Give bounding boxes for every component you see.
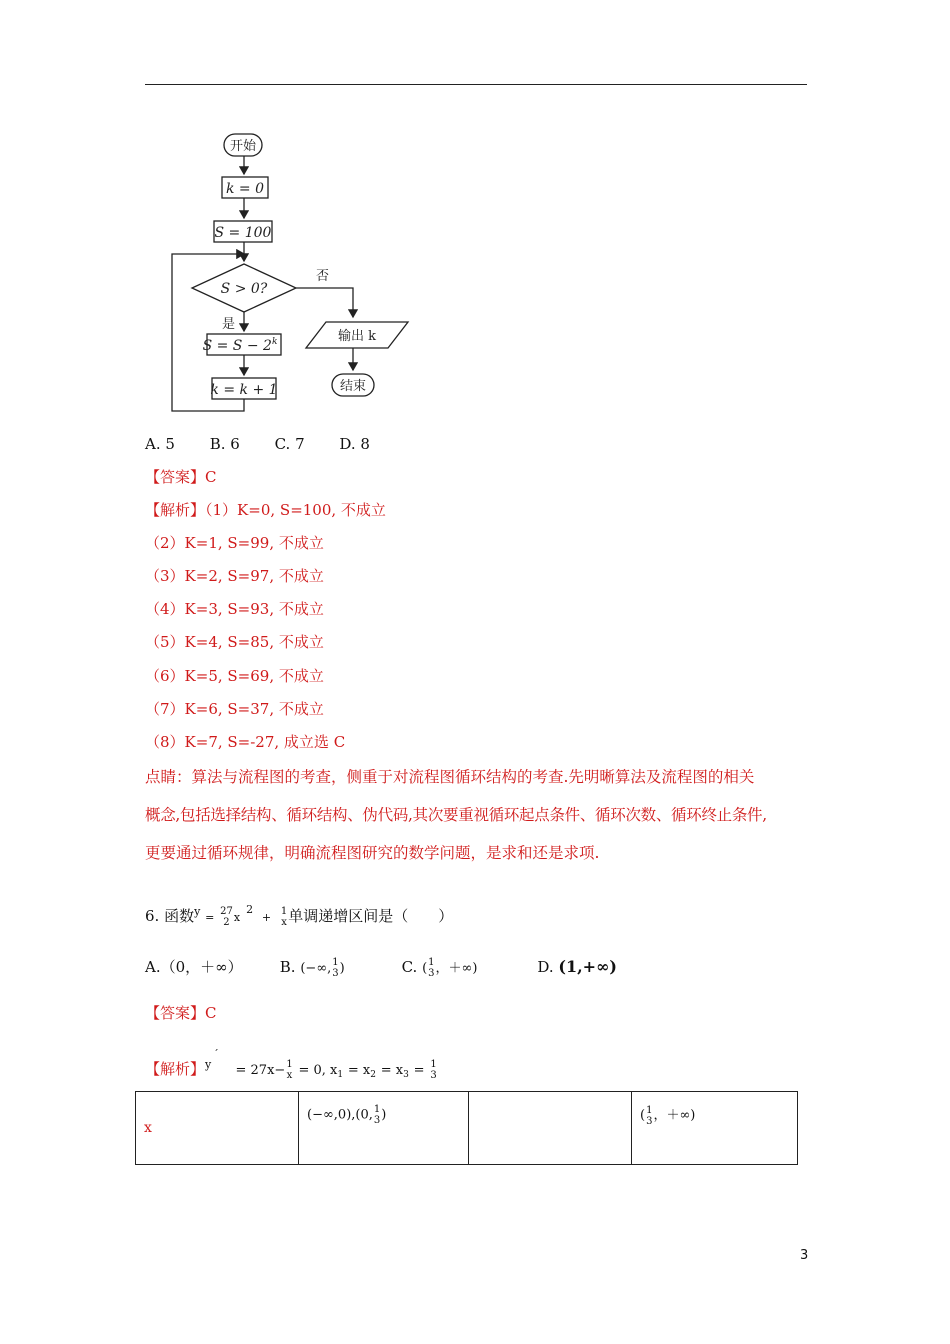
q5-note-line-1: 点睛：算法与流程图的考查，侧重于对流程图循环结构的考查.先明晰算法及流程图的相关 — [145, 768, 755, 786]
table-x-label: x — [144, 1120, 152, 1136]
q6-choice-c-end: ，＋∞) — [435, 961, 478, 976]
flowchart — [160, 128, 430, 418]
q6-choice-b-frac-num: 1 — [332, 957, 339, 968]
table-interval-1-pre: (−∞,0),(0, — [307, 1107, 373, 1123]
q6-deriv-y: y — [205, 1058, 212, 1071]
table-cell-x — [136, 1092, 299, 1165]
table-cell-interval-2 — [632, 1092, 798, 1165]
q6-choice-b-label: B. — [279, 958, 296, 976]
q5-note — [145, 758, 815, 872]
q6-choice-b-frac-den: 3 — [332, 968, 339, 979]
q6-choice-d — [537, 958, 617, 976]
q6-choice-c — [402, 950, 533, 986]
table-interval-1-frac — [374, 1104, 380, 1126]
q6-sq: 2 — [246, 903, 254, 916]
flow-condition-text: S > 0? — [220, 281, 268, 297]
q6-choice-a: A.（0，＋∞） — [145, 958, 243, 976]
flow-yes-label: 是 — [222, 317, 236, 332]
q6-choice-c-open: ( — [422, 961, 428, 976]
q5-answer-value: C — [205, 468, 217, 486]
q5-choices — [145, 434, 400, 454]
table-interval-2-frac-num: 1 — [646, 1104, 653, 1116]
q5-choice-c: C. 7 — [274, 435, 305, 453]
q6-choice-c-frac-num: 1 — [428, 957, 435, 968]
table-row — [136, 1092, 798, 1165]
q6-answer-value: C — [205, 1004, 217, 1022]
q5-choice-d: D. 8 — [339, 435, 370, 453]
q6-deriv-tail: = 0, x — [298, 1063, 338, 1078]
q5-analysis-line-1 — [145, 500, 386, 520]
q6-sub3: 3 — [403, 1070, 409, 1080]
q6-choice-b-body: (−∞, — [300, 961, 332, 976]
q6-analysis-tag: 【解析】 — [145, 1060, 206, 1078]
q6-eq3: = x — [380, 1063, 404, 1078]
q6-deriv-eq: = 27x− — [235, 1063, 286, 1078]
q6-result-frac-num: 1 — [430, 1059, 437, 1070]
table-interval-1-frac-num: 1 — [373, 1104, 381, 1115]
q6-deriv-frac-den: x — [286, 1070, 293, 1081]
q5-step-5: （5）K=4, S=85, 不成立 — [145, 633, 324, 651]
monotonicity-table — [135, 1091, 798, 1165]
flow-init-k-text: k = 0 — [225, 181, 265, 197]
q6-coef-frac — [220, 906, 233, 928]
q6-recip-num: 1 — [280, 906, 288, 917]
q5-note-line-2: 概念,包括选择结构、循环结构、伪代码,其次要重视循环起点条件、循环次数、循环终止条件, — [145, 806, 767, 824]
table-interval-2-frac — [646, 1105, 652, 1127]
table-cell-interval-1 — [299, 1092, 469, 1165]
q6-eq4: = — [413, 1063, 425, 1078]
q6-number: 6. — [145, 907, 160, 925]
q6-coef-den: 2 — [223, 917, 230, 928]
q5-note-line-3: 更要通过循环规律，明确流程图研究的数学问题，是求和还是求项. — [145, 844, 600, 862]
q6-choice-d-body: (1,+∞) — [558, 957, 617, 976]
q6-choice-b-end: ) — [339, 961, 345, 976]
q5-step-7: （7）K=6, S=37, 不成立 — [145, 700, 324, 718]
flow-start-text: 开始 — [229, 139, 257, 154]
q6-suffix: 单调递增区间是（ ） — [288, 907, 454, 925]
q6-choice-b — [280, 950, 397, 986]
q6-sub1: 1 — [337, 1070, 344, 1080]
q6-choice-c-label: C. — [401, 958, 418, 976]
table-interval-2-post: ，＋∞) — [653, 1108, 696, 1123]
page-number: 3 — [800, 1248, 809, 1263]
table-interval-2-pre: ( — [640, 1108, 646, 1123]
flow-output-text: 输出 k — [337, 329, 377, 344]
q6-choices — [145, 950, 617, 984]
table-cell-empty — [469, 1092, 632, 1165]
q6-x: x — [233, 911, 241, 924]
q6-prefix: 函数 — [164, 907, 195, 925]
q6-eq: = — [205, 911, 215, 924]
q6-analysis — [145, 1036, 438, 1081]
q6-result-frac-den: 3 — [430, 1070, 437, 1081]
table-interval-1-post: ) — [381, 1107, 387, 1123]
q6-deriv-frac-num: 1 — [286, 1059, 293, 1070]
flow-end-text: 结束 — [339, 379, 367, 394]
q5-step-3: （3）K=2, S=97, 不成立 — [145, 567, 324, 585]
q5-step-2: （2）K=1, S=99, 不成立 — [145, 534, 324, 552]
q5-answer-tag: 【答案】 — [145, 468, 206, 486]
q6-choice-c-frac — [428, 957, 434, 979]
q6-plus: + — [261, 911, 272, 924]
q5-step-4: （4）K=3, S=93, 不成立 — [145, 600, 324, 618]
flow-no-label: 否 — [316, 269, 330, 284]
table-interval-2-frac-den: 3 — [646, 1115, 653, 1127]
q6-recip-frac — [281, 906, 287, 928]
q6-recip-den: x — [281, 917, 287, 928]
table-interval-1-frac-den: 3 — [373, 1115, 381, 1126]
q6-choice-b-frac — [332, 957, 338, 979]
q5-step-8: （8）K=7, S=-27, 成立选 C — [145, 733, 346, 751]
q6-stem — [145, 893, 453, 927]
q5-answer — [145, 467, 217, 487]
flow-update-s-text: $S = S - 2^k$ — [202, 337, 278, 354]
q6-y: y — [194, 905, 201, 918]
q6-choice-d-label: D. — [537, 958, 554, 976]
q6-choice-c-frac-den: 3 — [428, 968, 435, 979]
q6-sub2: 2 — [370, 1070, 376, 1080]
q5-choice-a: A. 5 — [145, 435, 175, 453]
q5-step-6: （6）K=5, S=69, 不成立 — [145, 667, 324, 685]
q5-choice-b: B. 6 — [209, 435, 240, 453]
q6-result-frac — [430, 1059, 436, 1081]
q6-deriv-frac — [286, 1059, 292, 1081]
q6-coef-num: 27 — [220, 906, 233, 917]
flow-update-k-text: k = k + 1 — [210, 382, 278, 398]
q6-eq2: = x — [347, 1063, 371, 1078]
flow-init-s-text: S = 100 — [214, 225, 272, 241]
q5-step-1: （1）K=0, S=100, 不成立 — [205, 501, 386, 519]
q6-answer — [145, 1003, 217, 1023]
q5-analysis-tag: 【解析】 — [145, 501, 206, 519]
q6-deriv-prime: ˊ — [213, 1048, 219, 1061]
q6-answer-tag: 【答案】 — [145, 1004, 206, 1022]
header-rule — [145, 84, 807, 85]
